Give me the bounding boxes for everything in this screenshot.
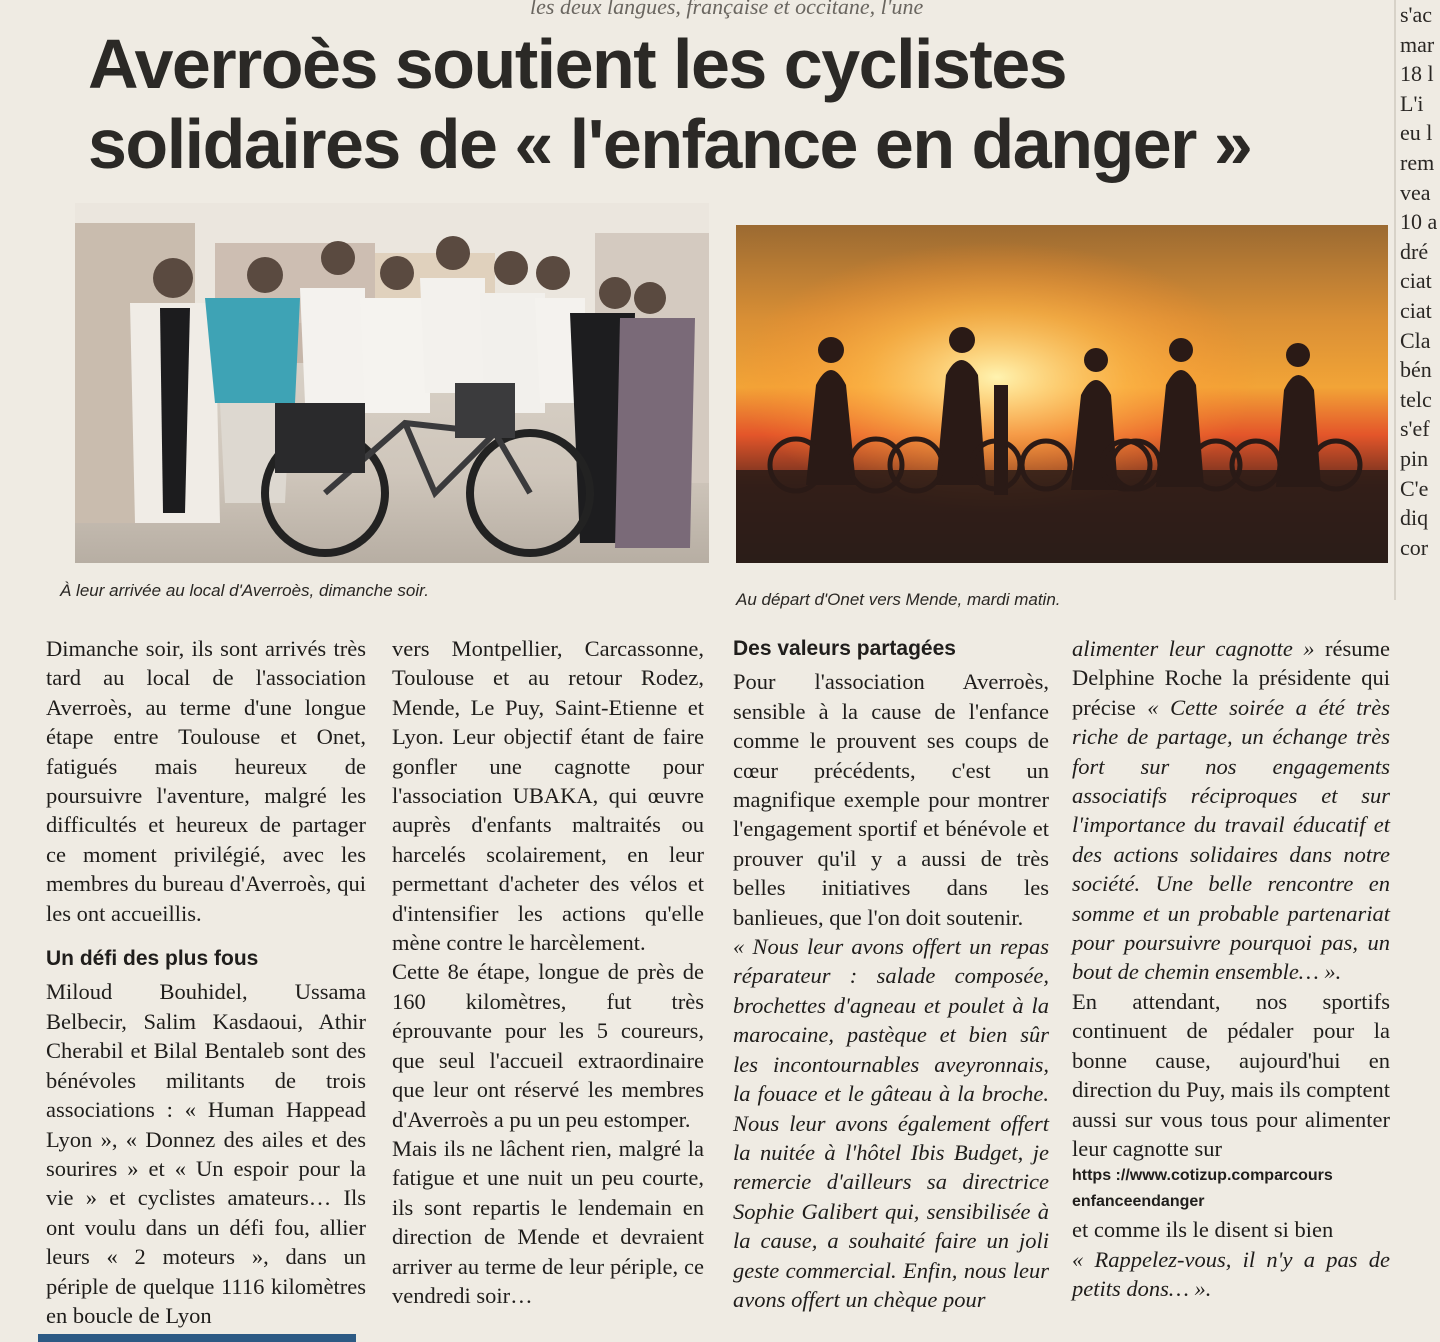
quote-paragraph: « Rappelez-vous, il n'y a pas de petits dons… ». (1072, 1246, 1390, 1302)
fragment-line: dré (1400, 238, 1429, 264)
quote-paragraph: « Nous leur avons offert un repas réparateur : salade composée, brochettes d'agneau et poulet à la marocaine, pastèque et bien sûr les incontournables aveyronnais, la fouace et le gâteau à la broche. Nous leur avons également offert la nuitée à l'hôtel Ibis Budget, je remercie d'ailleurs sa directrice Sophie Galibert qui, sensibilisée à la cause, a souhaité faire un joli geste commercial. Enfin, nous leur avons offert un chèque pour (733, 934, 1049, 1312)
column-rule (1394, 0, 1396, 600)
group-photo-illustration (75, 203, 709, 563)
fragment-line: cor (1400, 534, 1429, 560)
fragment-line: bén (1400, 357, 1432, 383)
article-column-1 (46, 634, 366, 1330)
bottom-color-bar (38, 1334, 356, 1342)
fragment-line: s'ef (1400, 416, 1430, 442)
cagnotte-url-line-1: https ://www.cotizup.comparcours (1072, 1167, 1333, 1185)
photo-caption-2: Au départ d'Onet vers Mende, mardi matin. (736, 590, 1061, 609)
neighbour-column-fragments (1400, 0, 1440, 562)
fragment-line: 18 l (1400, 61, 1434, 87)
fragment-line: rem (1400, 149, 1435, 175)
fragment-line: telc (1400, 386, 1432, 412)
paragraph: Miloud Bouhidel, Ussama Belbecir, Salim Kasdaoui, Athir Cherabil et Bilal Bentaleb sont des bénévoles militants de trois associations : « Human Happead Lyon », « Donnez des ailes et des sourires » et « Un espoir pour la vie » et cyclistes amateurs… Ils ont voulu dans un défi fou, allier leurs « 2 moteurs », dans un périple de quelque 1116 kilomètres en boucle de Lyon (46, 979, 366, 1328)
text-fragment: résume Delphine Roche la présidente qui précise (1072, 636, 1390, 720)
fragment-line: ciat (1400, 268, 1432, 294)
fragment-line: mar (1400, 31, 1435, 57)
fragment-line: ciat (1400, 297, 1432, 323)
fragment-line: L'i (1400, 90, 1424, 116)
paragraph: Pour l'association Averroès, sensible à la cause de l'enfance comme le prouvent ses coups de cœur précédents, c'est un magnifique exemple pour montrer l'engagement sportif et bénévole et prouver qu'il y a aussi de très belles initiatives dans les banlieues, que l'on doit soutenir. (733, 669, 1049, 930)
article-column-2 (392, 634, 704, 1310)
cagnotte-url-line-2: enfanceendanger (1072, 1193, 1205, 1211)
paragraph: Cette 8e étape, longue de près de 160 kilomètres, fut très éprouvante pour les 5 coureurs, que seul l'accueil extraordinaire que leur ont réservé les membres d'Averroès a pu un peu estomper. (392, 959, 704, 1132)
sunset-photo-illustration (736, 225, 1388, 563)
paragraph: En attendant, nos sportifs continuent de pédaler pour la bonne cause, aujourd'hui en direction du Puy, mais ils comptent aussi sur vous tous pour alimenter leur cagnotte sur (1072, 988, 1390, 1161)
headline-line-1: Averroès soutient les cyclistes (88, 25, 1067, 103)
fragment-line: C'e (1400, 475, 1429, 501)
fragment-line: pin (1400, 445, 1429, 471)
fragment-line: vea (1400, 179, 1431, 205)
fragment-line: s'ac (1400, 2, 1433, 27)
photo-caption-1: À leur arrivée au local d'Averroès, dimanche soir. (60, 581, 429, 600)
paragraph: Mais ils ne lâchent rien, malgré la fatigue et une nuit un peu courte, ils sont repartis le lendemain en direction de Mende et devraient arriver au terme de leur périple, ce vendredi soir… (392, 1135, 704, 1308)
article-column-4 (1072, 634, 1390, 1304)
paragraph: Dimanche soir, ils sont arrivés très tard au local de l'association Averroès, au terme d'une longue étape entre Toulouse et Onet, fatigués mais heureux de poursuivre l'aventure, malgré les difficultés et heureux de partager ce moment privilégié, avec les membres du bureau d'Averroès, qui les ont accueillis. (46, 636, 366, 926)
fragment-line: 10 a (1400, 209, 1438, 235)
subheading-valeurs: Des valeurs partagées (733, 637, 956, 660)
subheading-defi: Un défi des plus fous (46, 947, 259, 971)
paragraph: vers Montpellier, Carcassonne, Toulouse et au retour Rodez, Mende, Le Puy, Saint-Etienne et Lyon. Leur objectif étant de faire gonfler une cagnotte pour l'association UBAKA, qui œuvre auprès d'enfants maltraités ou harcelés scolairement, en leur permettant d'acheter des vélos et d'intensifier les actions qu'elle mène contre le harcèlement. (392, 636, 704, 956)
fragment-line: eu l (1400, 120, 1433, 146)
headline (88, 24, 1328, 184)
fragment-line: diq (1400, 505, 1429, 531)
fragment-line: Cla (1400, 327, 1431, 353)
paragraph: et comme ils le disent si bien (1072, 1217, 1334, 1243)
quote-fragment: alimenter leur cagnotte » (1072, 636, 1315, 661)
quote-fragment: « Cette soirée a été très riche de partage, un échange très fort sur nos engagements associatifs réciproques et sur l'importance du travail éducatif et des actions solidaires dans notre société. Une belle rencontre en somme et un probable partenariat pour poursuivre pourquoi pas, un bout de chemin ensemble… ». (1072, 694, 1390, 985)
headline-line-2: solidaires de « l'enfance en danger » (88, 105, 1252, 183)
photo-arrival-group (75, 203, 709, 563)
article-column-3 (733, 634, 1049, 1314)
photo-departure-sunset (736, 225, 1388, 563)
top-strip-fragment: les deux langues, française et occitane, l'une (530, 0, 924, 19)
